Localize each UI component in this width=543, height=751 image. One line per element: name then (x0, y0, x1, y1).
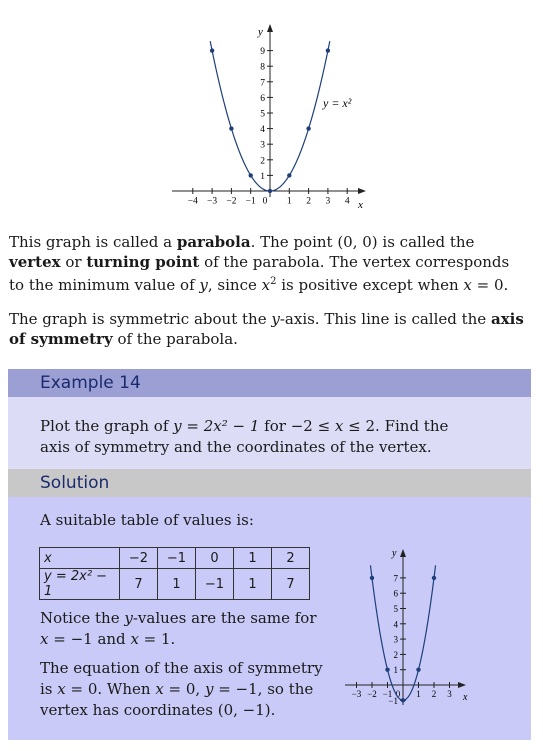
x-tick-label: 4 (344, 196, 350, 207)
y-tick-label: 6 (260, 93, 265, 104)
x-tick-label: −2 (226, 196, 237, 207)
data-point (287, 173, 291, 177)
example-question: Plot the graph of y = 2x² − 1 for −2 ≤ x ≤ 2. Find the axis of symmetry and the coordinates of the vertex. (40, 417, 449, 456)
x-tick-label: 0 (262, 196, 268, 207)
y-tick-label: 9 (260, 47, 265, 58)
y-tick-label: 3 (260, 140, 265, 151)
data-point (249, 173, 253, 177)
y-tick-label: 1 (393, 665, 398, 676)
x-tick-label: 3 (325, 196, 331, 207)
data-point (326, 48, 330, 52)
symmetry-description: The graph is symmetric about the y-axis. This line is called the axis of symmetry of the parabola. (9, 310, 524, 348)
data-point (401, 698, 405, 702)
x-tick-label: −3 (351, 689, 362, 699)
solution-intro: A suitable table of values is: (40, 511, 254, 529)
solution-notice: Notice the y-values are the same for x = −1 and x = 1. (40, 609, 317, 648)
solution-conclusion: The equation of the axis of symmetry is x = 0. When x = 0, y = −1, so the vertex has coordinates (0, −1). (40, 659, 323, 719)
table-x-value: 0 (196, 548, 234, 569)
parabola-graph-y-equals-2x-squared-minus-1 (340, 540, 480, 715)
curve-label: y = x² (323, 96, 352, 110)
table-x-value: 2 (272, 548, 310, 569)
data-point (416, 668, 420, 672)
x-tick-label: −3 (207, 196, 218, 207)
y-tick-label: 8 (260, 62, 265, 73)
y-tick-label: 3 (393, 634, 398, 645)
table-row-x (40, 548, 310, 569)
x-tick-label: −1 (245, 196, 256, 207)
y-tick-label: 6 (393, 588, 398, 599)
x-tick-label: −2 (367, 689, 377, 699)
table-of-values (39, 547, 310, 600)
x-tick-label: 0 (395, 689, 401, 699)
example-title: Example 14 (40, 373, 141, 393)
x-axis-arrow (458, 682, 466, 688)
table-x-label: x (40, 548, 120, 569)
y-tick-label: 7 (393, 573, 398, 584)
data-point (385, 668, 389, 672)
y-axis-arrow (267, 24, 273, 32)
x-axis-label: x (358, 199, 363, 211)
x-tick-label: 3 (447, 689, 452, 699)
y-tick-label: 1 (260, 171, 265, 182)
parabola-description: This graph is called a parabola. The point (0, 0) is called the vertex or turning point of the parabola. The vertex corresponds to the minimum value of y, since $x^2$ is positive except when x = 0. (9, 233, 510, 294)
x-axis-arrow (358, 188, 366, 194)
table-y-value: −1 (196, 569, 234, 600)
data-point (370, 576, 374, 580)
y-tick-label: −1 (388, 695, 398, 706)
y-axis-arrow (400, 549, 406, 557)
y-tick-label: 4 (393, 619, 398, 630)
x-tick-label: 2 (431, 689, 437, 699)
y-tick-label: 4 (260, 125, 265, 136)
x-tick-label: 1 (416, 689, 421, 699)
table-x-value: 1 (234, 548, 272, 569)
x-tick-label: −1 (382, 689, 393, 699)
y-axis-label: y (258, 26, 263, 38)
data-point (268, 189, 272, 193)
data-point (210, 48, 214, 52)
table-y-value: 7 (120, 569, 158, 600)
y-tick-label: 2 (260, 156, 265, 167)
data-point (229, 126, 233, 130)
table-y-label: y = 2x² − 1 (40, 569, 120, 600)
table-y-value: 7 (272, 569, 310, 600)
table-x-value: −1 (158, 548, 196, 569)
x-tick-label: −4 (187, 196, 198, 207)
table-x-value: −2 (120, 548, 158, 569)
table-y-value: 1 (234, 569, 272, 600)
x-tick-label: 2 (306, 196, 311, 207)
x-tick-label: 1 (286, 196, 292, 207)
y-tick-label: 2 (393, 649, 398, 660)
solution-title: Solution (40, 473, 110, 493)
y-tick-label: 5 (393, 604, 398, 614)
y-tick-label: 5 (260, 109, 265, 120)
table-y-value: 1 (158, 569, 196, 600)
data-point (306, 126, 310, 130)
y-tick-label: 7 (260, 78, 265, 89)
y-axis-label: y (392, 548, 397, 559)
table-row-y (40, 569, 310, 600)
data-point (432, 576, 436, 580)
x-axis-label: x (463, 692, 468, 703)
parabola-graph-y-equals-x-squared (160, 15, 380, 215)
